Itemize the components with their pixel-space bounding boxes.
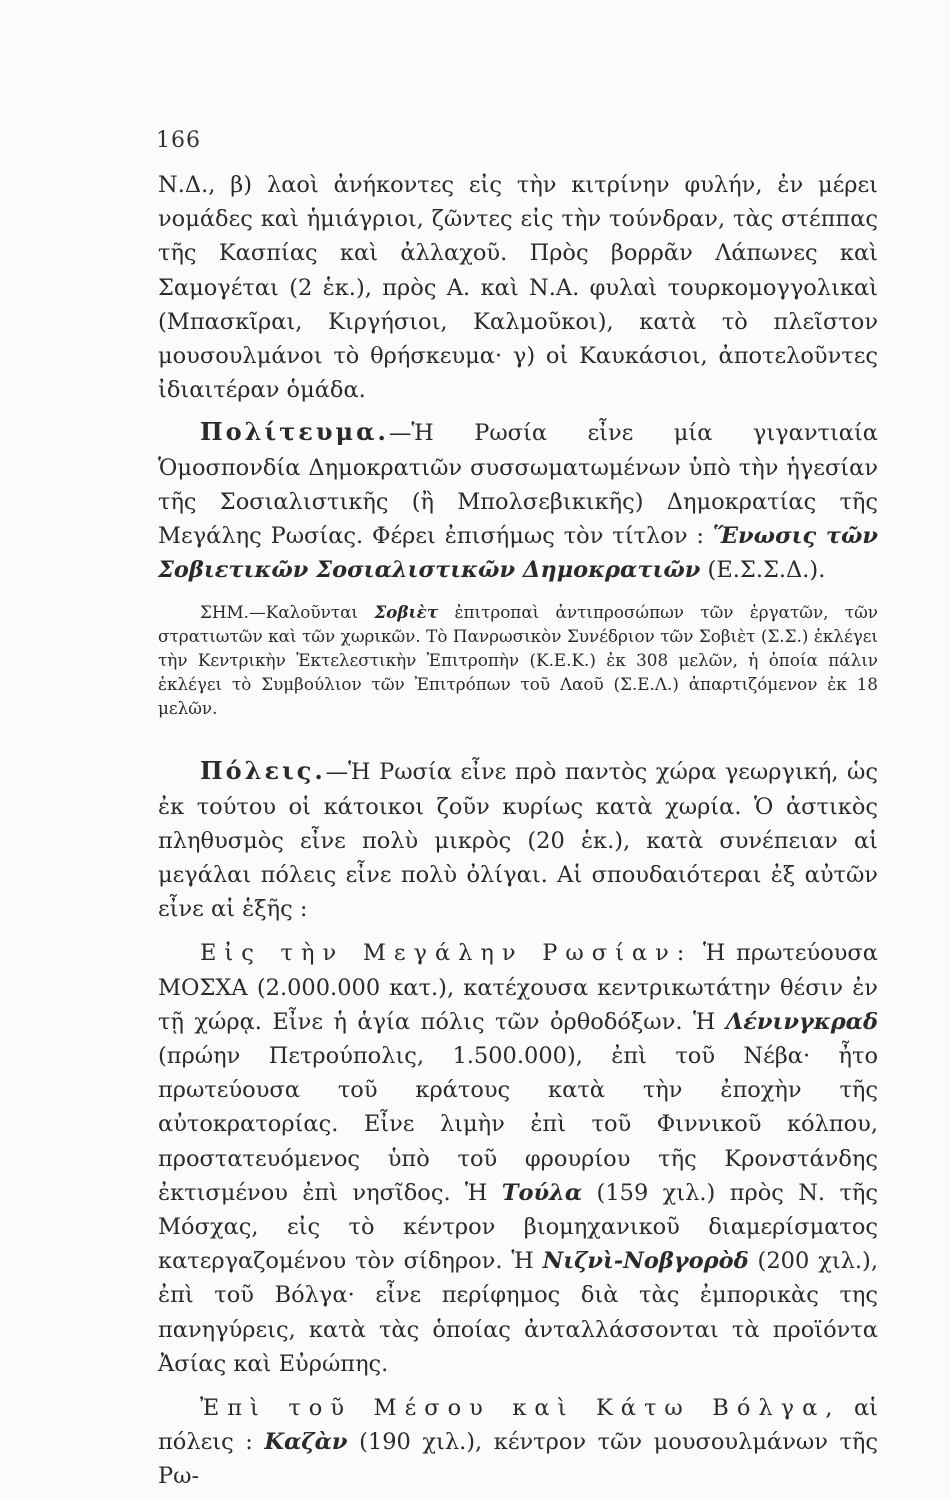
paragraph-ethnic-groups: Ν.Δ., β) λαοὶ ἀνήκοντες εἰς τὴν κιτρίνην φυλήν, ἐν μέρει νομάδες καὶ ἡμιάγριοι, ζῶντες εἰς τὴν τούνδραν, τὰς στέππας τῆς Κασπίας καὶ ἀλλαχοῦ. Πρὸς βορρᾶν Λάπωνες καὶ Σαμογέται (2 ἑκ.), πρὸς Α. καὶ Ν.Α. φυλαὶ τουρκομογγολικαὶ (Μπασκῖραι, Κιργήσιοι, Καλμοῦκοι), κατὰ τὸ πλεῖστον μουσουλμάνοι τὸ θρήσκευμα· γ) οἱ Καυκάσιοι, ἀποτελοῦντες ἰδιαιτέραν ὁμάδα. bbox=[158, 172, 878, 404]
city-nizni-novgorod: Νιζνὶ-Νοβγορὸδ bbox=[542, 1248, 749, 1275]
note-term: Σοβιὲτ bbox=[374, 602, 439, 623]
great-russia-text-4: (200 χιλ.), ἐπὶ τοῦ Βόλγα· εἶνε περίφημος διὰ τὰς ἐμπορικὰς της πανηγύρεις, κατὰ τὰς ὁποίας ἀνταλλάσσονται τὰ προϊόντα Ἀσίας καὶ Εὐρώπης. bbox=[158, 1248, 878, 1377]
page-number: 166 bbox=[156, 128, 201, 153]
city-kazan: Καζὰν bbox=[264, 1429, 348, 1456]
note-prefix: ΣΗΜ.—Καλοῦνται bbox=[200, 602, 375, 623]
great-russia-text-2: (πρώην Πετρούπολις, 1.500.000), ἐπὶ τοῦ Νέβα· ἦτο πρωτεύουσα τοῦ κράτους κατὰ τὴν ἐποχὴν τῆς αὐτοκρατορίας. Εἶνε λιμὴν ἐπὶ τοῦ Φιννικοῦ κόλπου, προστατευόμενος ὑπὸ τοῦ φρουρίου τῆς Κρονστάνδης ἐκτισμένου ἐπὶ νησῖδος. Ἡ bbox=[158, 1043, 878, 1206]
great-russia-text-3: (159 χιλ.) πρὸς Ν. τῆς Μόσχας, εἰς τὸ κέντρον βιομηχανικοῦ διαμερίσματος κατεργαζομένου τὸν σίδηρον. Ἡ bbox=[158, 1179, 878, 1275]
paragraph-great-russia bbox=[158, 936, 878, 1381]
subsection-label-volga: Ἐπὶ τοῦ Μέσου καὶ Κάτω Βόλγα, bbox=[200, 1395, 841, 1422]
paragraph-politeuma bbox=[158, 415, 878, 587]
politeuma-text-2: (Ε.Σ.Σ.Δ.). bbox=[700, 557, 826, 584]
city-leningrad: Λένινγκραδ bbox=[725, 1008, 878, 1035]
section-label-poleis: Πόλεις. bbox=[200, 756, 326, 786]
volga-text-1: αἱ πόλεις : bbox=[158, 1395, 878, 1456]
poleis-text: —Ἡ Ρωσία εἶνε πρὸ παντὸς χώρα γεωργική, ὡς ἐκ τούτου οἱ κάτοικοι ζοῦν κυρίως κατὰ χωρία. Ὁ ἀστικὸς πληθυσμὸς εἶνε πολὺ μικρὸς (20 ἑκ.), κατὰ συνέπειαν αἱ μεγάλαι πόλεις εἶνε πολὺ ὀλίγαι. Αἱ σπουδαιότεραι ἐξ αὐτῶν εἶνε αἱ ἑξῆς : bbox=[158, 759, 878, 923]
page-content bbox=[158, 168, 878, 1494]
great-russia-text-1: Ἡ πρωτεύουσα ΜΟΣΧΑ (2.000.000 κατ.), κατέχουσα κεντρικωτάτην θέσιν ἐν τῇ χώρᾳ. Εἶνε ἡ ἁγία πόλις τῶν ὀρθοδόξων. Ἡ bbox=[158, 940, 878, 1035]
subsection-label-great-russia: Εἰς τὴν Μεγάλην Ρωσίαν: bbox=[200, 940, 693, 967]
section-label-politeuma: Πολίτευμα. bbox=[200, 417, 389, 447]
city-toula: Τούλα bbox=[501, 1179, 583, 1206]
volga-text-2: (190 χιλ.), κέντρον τῶν μουσουλμάνων τῆς Ρω- bbox=[158, 1429, 878, 1490]
note-soviets bbox=[158, 601, 878, 720]
paragraph-volga bbox=[158, 1391, 878, 1494]
paragraph-poleis bbox=[158, 754, 878, 926]
official-title: Ἕνωσις τῶν Σοβιετικῶν Σοσιαλιστικῶν Δημοκρατιῶν bbox=[158, 523, 878, 584]
note-text: ἐπιτροπαὶ ἀντιπροσώπων τῶν ἐργατῶν, τῶν στρατιωτῶν καὶ τῶν χωρικῶν. Τὸ Πανρωσικὸν Συνέδριον τῶν Σοβιὲτ (Σ.Σ.) ἐκλέγει τὴν Κεντρικὴν Ἐκτελεστικὴν Ἐπιτροπὴν (Κ.Ε.Κ.) ἐκ 308 μελῶν, ἡ ὁποία πάλιν ἐκλέγει τὸ Συμβούλιον τῶν Ἐπιτρόπων τοῦ Λαοῦ (Σ.Ε.Λ.) ἀπαρτιζόμενον ἐκ 18 μελῶν. bbox=[158, 602, 878, 718]
politeuma-text-1: —Ἡ Ρωσία εἶνε μία γιγαντιαία Ὁμοσπονδία Δημοκρατιῶν συσσωματωμένων ὑπὸ τὴν ἡγεσίαν τῆς Σοσιαλιστικῆς (ἢ Μπολσεβικικῆς) Δημοκρατίας τῆς Μεγάλης Ρωσίας. Φέρει ἐπισήμως τὸν τίτλον : bbox=[158, 420, 878, 550]
